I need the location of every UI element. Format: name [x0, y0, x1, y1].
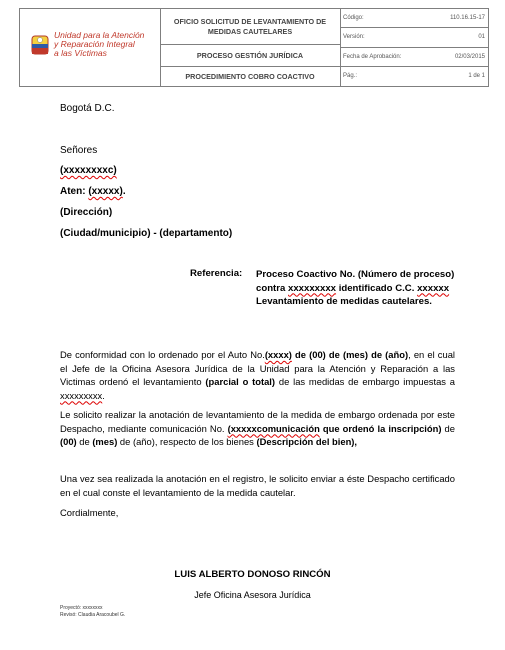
paragraph-2 — [60, 408, 455, 449]
text-run: De conformidad con lo ordenado por el Auto No. — [60, 349, 265, 360]
attention-name: (xxxxx) — [88, 186, 123, 197]
text-run: (parcial o total) — [205, 376, 276, 387]
field-value: 01 — [478, 34, 485, 41]
text-run: (xxxxxcomunicación — [227, 422, 320, 434]
process-name: PROCESO GESTIÓN JURÍDICA — [160, 45, 340, 67]
text-run: de — [76, 436, 93, 447]
text-run: . — [102, 389, 105, 401]
text-run: Le solicito realizar la anotación de levantamiento de la medida de embargo ordenada por este Despacho, mediante comunicación No. — [60, 409, 455, 434]
recipient: (xxxxxxxxc) — [60, 165, 117, 176]
attention-line — [60, 185, 126, 198]
text-run: (xxxx) — [264, 349, 292, 360]
header-titles — [160, 9, 341, 86]
reference-part: Levantamiento de medidas cautelares. — [256, 296, 432, 308]
unidad-victimas-logo — [28, 29, 158, 74]
text-run: de — [441, 422, 455, 434]
text-run: de (año), respecto de los bienes — [117, 436, 257, 447]
attention-suffix: . — [122, 186, 126, 197]
logo-cell — [20, 9, 161, 86]
attention-prefix: Aten: — [60, 186, 89, 197]
closing: Cordialmente, — [60, 507, 119, 518]
logo-text — [54, 31, 144, 58]
text-run: (mes) — [92, 436, 118, 447]
text-run: que ordenó la inscripción) — [319, 422, 442, 434]
logo-line-3: a las Víctimas — [54, 48, 107, 58]
projected-by: Proyectó: xxxxxxxx — [60, 605, 103, 611]
procedure-name: PROCEDIMIENTO COBRO COACTIVO — [185, 72, 315, 81]
header-fields — [340, 9, 488, 86]
document-title: OFICIO SOLICITUD DE LEVANTAMIENTO DE MEDIDAS CAUTELARES — [160, 9, 340, 45]
coat-of-arms-icon — [30, 33, 50, 59]
header-field-page — [340, 67, 488, 86]
city: Bogotá D.C. — [60, 103, 115, 114]
field-label: Fecha de Aprobación: — [343, 53, 402, 60]
reference-part: identificado C.C. — [336, 282, 418, 294]
document-header — [19, 8, 489, 87]
reference-part: Proceso Coactivo No. (Número de proceso) contra — [256, 269, 455, 294]
field-value: 1 de 1 — [468, 73, 485, 80]
text-run: (00) — [60, 436, 77, 447]
text-run: de (00) de (mes) de (año) — [291, 349, 409, 360]
paragraph-3: Una vez sea realizada la anotación en el registro, le solicito enviar a éste Despacho certificado en el cual conste el levantamiento de la medida cautelar. — [60, 473, 455, 498]
field-value: 02/03/2015 — [454, 53, 485, 60]
logo-line-1: Unidad para la Atención — [54, 30, 145, 40]
field-label: Pág.: — [343, 73, 358, 80]
reference-text — [256, 268, 466, 309]
address: (Dirección) — [60, 207, 113, 218]
text-run: , en el cual el Jefe de la Oficina Asesora Jurídica de la Unidad para la Atención y Reparación a las Victimas ordenó el levantamiento — [60, 349, 455, 387]
reference-cc: xxxxxx — [417, 282, 450, 294]
salutation: Señores — [60, 145, 98, 156]
signer-name: LUIS ALBERTO DONOSO RINCÓN — [174, 569, 331, 580]
text-run: xxxxxxxxx — [60, 389, 103, 401]
header-field-code — [340, 9, 488, 28]
header-field-approval-date — [340, 48, 488, 67]
paragraph-1 — [60, 348, 455, 402]
field-value: 110.16.15-17 — [450, 15, 485, 22]
field-label: Código: — [343, 15, 364, 22]
logo-line-2: y Reparación Integral — [54, 39, 135, 49]
header-field-version — [340, 28, 488, 47]
location: (Ciudad/municipio) - (departamento) — [60, 228, 233, 239]
field-label: Versión: — [343, 34, 365, 41]
text-run: de las medidas de embargo impuestas a — [275, 376, 456, 387]
reference-placeholder: xxxxxxxxx — [288, 282, 337, 294]
reference-label: Referencia: — [190, 268, 243, 279]
signer-title: Jefe Oficina Asesora Jurídica — [194, 590, 311, 600]
reviewed-by: Revisó: Claudia Aracoubel G. — [60, 612, 126, 618]
text-run: (Descripción del bien), — [256, 436, 358, 447]
